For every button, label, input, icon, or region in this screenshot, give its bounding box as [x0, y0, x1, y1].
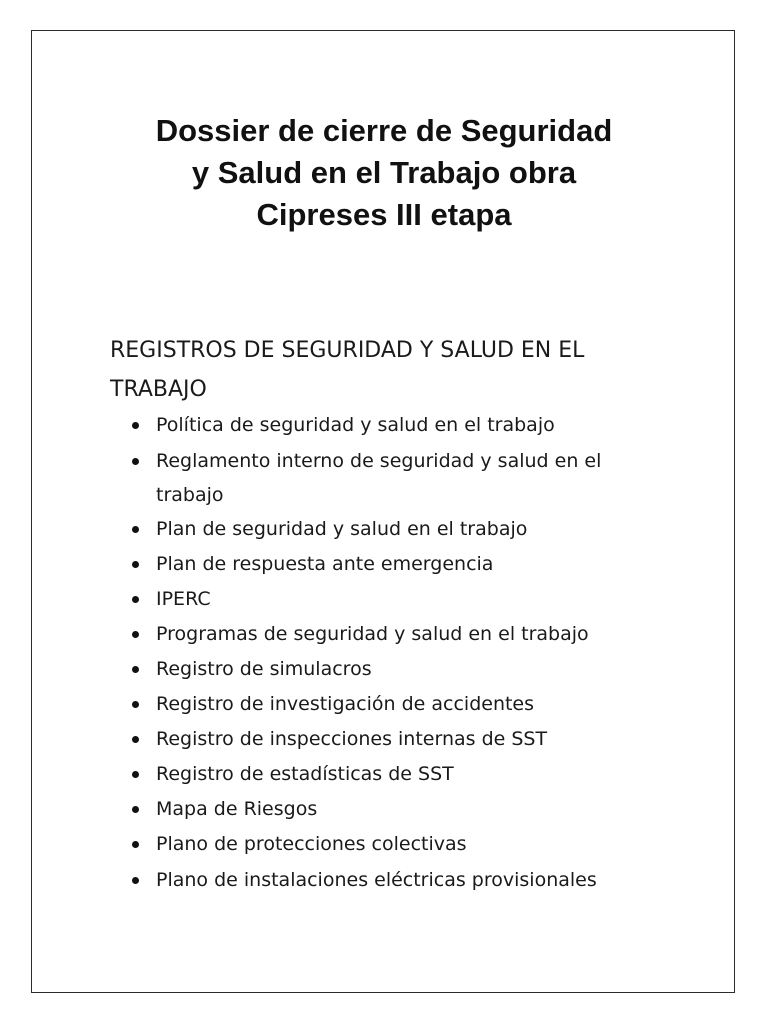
- document-title-line: Cipreses III etapa: [256, 196, 512, 232]
- list-item: [156, 792, 676, 826]
- bullet-icon: [132, 701, 139, 708]
- bullet-icon: [132, 666, 139, 673]
- list-item-text: Plan de respuesta ante emergencia: [156, 553, 494, 575]
- list-item: [156, 512, 676, 546]
- list-item: [156, 547, 676, 581]
- list-item: [156, 617, 676, 651]
- document-title-line: y Salud en el Trabajo obra: [191, 154, 577, 190]
- records-list: [32, 31, 736, 994]
- bullet-icon: [132, 631, 139, 638]
- list-item-text: Plan de seguridad y salud en el trabajo: [156, 518, 528, 540]
- bullet-icon: [132, 422, 139, 429]
- bullet-icon: [132, 526, 139, 533]
- list-item-text: Plano de protecciones colectivas: [156, 833, 467, 855]
- bullet-icon: [132, 596, 139, 603]
- list-item: [156, 687, 676, 721]
- bullet-icon: [132, 841, 139, 848]
- bullet-icon: [132, 736, 139, 743]
- list-item: [156, 722, 676, 756]
- document-page: [31, 30, 735, 993]
- section-heading-line: TRABAJO: [110, 377, 207, 403]
- list-item-text: Programas de seguridad y salud en el trabajo: [156, 623, 589, 645]
- list-item-text: Política de seguridad y salud en el trabajo: [156, 414, 555, 436]
- list-item-text: Registro de simulacros: [156, 658, 372, 680]
- list-item: [156, 444, 676, 512]
- document-title-line: Dossier de cierre de Seguridad: [155, 112, 613, 148]
- list-item: [156, 827, 676, 861]
- list-item: [156, 582, 676, 616]
- list-item-text: Reglamento interno de seguridad y salud en el: [156, 450, 602, 472]
- list-item-text: Mapa de Riesgos: [156, 798, 318, 820]
- list-item-text: IPERC: [156, 588, 211, 610]
- bullet-icon: [132, 806, 139, 813]
- list-item: [156, 757, 676, 791]
- list-item: [156, 863, 676, 897]
- list-item: [156, 408, 676, 442]
- bullet-icon: [132, 561, 139, 568]
- list-item-text: Registro de inspecciones internas de SST: [156, 728, 548, 750]
- bullet-icon: [132, 458, 139, 465]
- list-item-text: Plano de instalaciones eléctricas provisionales: [156, 869, 597, 891]
- bullet-icon: [132, 877, 139, 884]
- bullet-icon: [132, 771, 139, 778]
- list-item-text-continuation: trabajo: [156, 484, 224, 506]
- list-item-text: Registro de estadísticas de SST: [156, 763, 454, 785]
- list-item: [156, 652, 676, 686]
- list-item-text: Registro de investigación de accidentes: [156, 693, 535, 715]
- section-heading-line: REGISTROS DE SEGURIDAD Y SALUD EN EL: [110, 338, 585, 364]
